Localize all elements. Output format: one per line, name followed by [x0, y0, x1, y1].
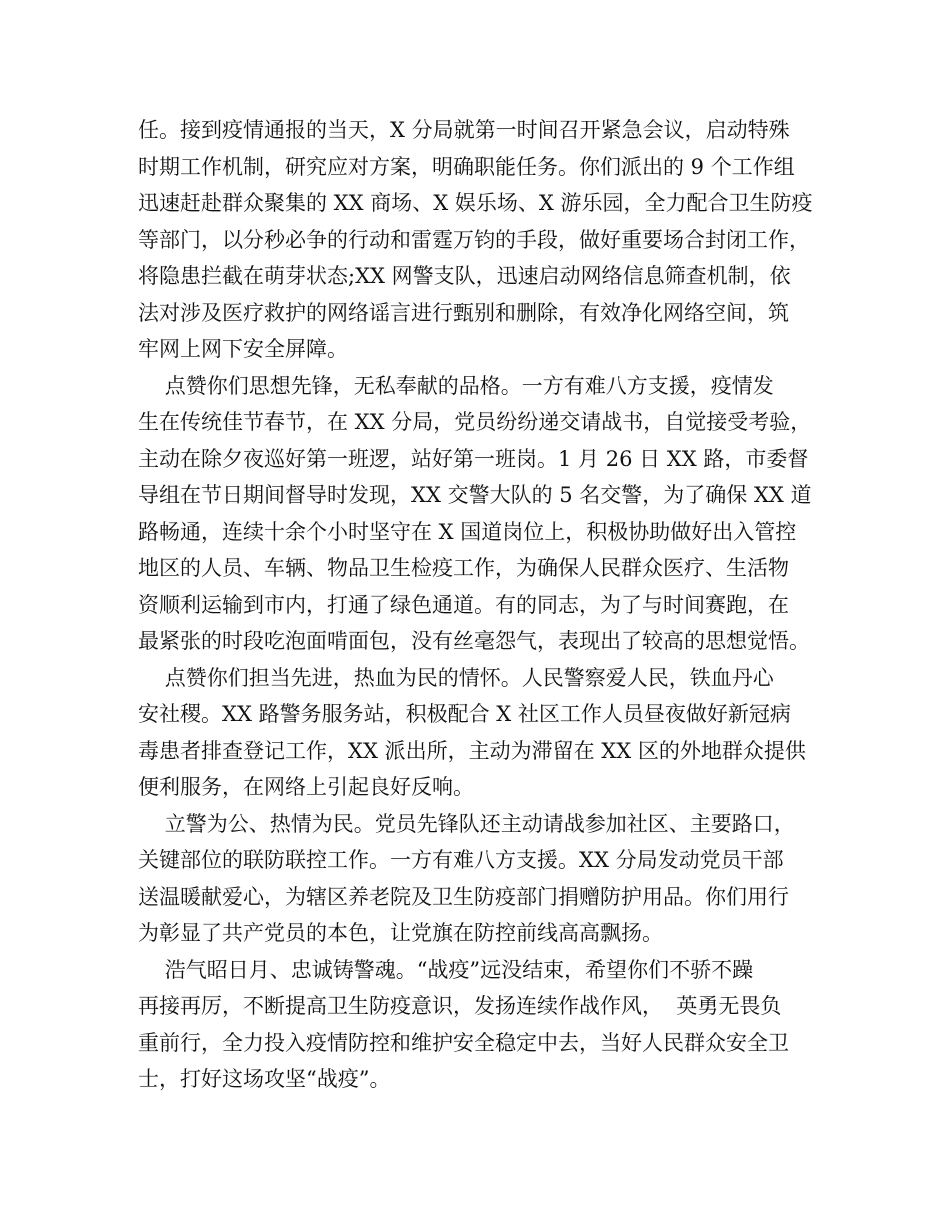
text-line: 安社稷。XX 路警务服务站，积极配合 X 社区工作人员昼夜做好新冠病 — [138, 702, 791, 726]
text-line: 为彰显了共产党员的本色，让党旗在防控前线高高飘扬。 — [138, 921, 663, 945]
text-line: 重前行，全力投入疫情防控和维护安全稳定中去，当好人民群众安全卫 — [138, 1030, 789, 1055]
text-line: 任。接到疫情通报的当天，X 分局就第一时间召开紧急会议，启动特殊 — [138, 118, 790, 142]
text-line: 最紧张的时段吃泡面啃面包，没有丝毫怨气，表现出了较高的思想觉悟。 — [138, 629, 810, 653]
text-line: 再接再厉，不断提高卫生防疫意识，发扬连续作战作风， 英勇无畏负 — [138, 994, 782, 1018]
text-line: 浩气昭日月、忠诚铸警魂。“战疫”远没结束，希望你们不骄不躁 — [138, 957, 754, 982]
text-line: 生在传统佳节春节，在 XX 分局，党员纷纷递交请战书，自觉接受考验， — [138, 410, 812, 434]
paragraph-4 — [138, 806, 818, 952]
text-line: 迅速赶赴群众聚集的 XX 商场、X 娱乐场、X 游乐园，全力配合卫生防疫 — [138, 191, 813, 215]
text-line: 便利服务，在网络上引起良好反响。 — [138, 775, 474, 799]
text-line: 关键部位的联防联控工作。一方有难八方支援。XX 分局发动党员干部 — [138, 848, 784, 872]
paragraph-2 — [138, 368, 818, 660]
text-line: 点赞你们思想先锋，无私奉献的品格。一方有难八方支援，疫情发 — [138, 373, 774, 398]
text-line: 等部门，以分秒必争的行动和雷霆万钧的手段，做好重要场合封闭工作， — [138, 227, 810, 252]
text-line: 士，打好这场攻坚“战疫”。 — [138, 1067, 391, 1091]
text-line: 时期工作机制，研究应对方案，明确职能任务。你们派出的 9 个工作组 — [138, 154, 795, 179]
paragraph-3 — [138, 660, 818, 806]
text-line: 地区的人员、车辆、物品卫生检疫工作，为确保人民群众医疗、生活物 — [138, 556, 789, 580]
text-line: 毒患者排查登记工作，XX 派出所，主动为滞留在 XX 区的外地群众提供 — [138, 738, 806, 763]
paragraph-1 — [138, 112, 818, 368]
text-line: 主动在除夕夜巡好第一班逻，站好第一班岗。1 月 26 日 XX 路，市委督 — [138, 446, 809, 471]
text-line: 牢网上网下安全屏障。 — [138, 337, 348, 361]
text-line: 法对涉及医疗救护的网络谣言进行甄别和删除，有效净化网络空间，筑 — [138, 300, 789, 325]
text-line: 立警为公、热情为民。党员先锋队还主动请战参加社区、主要路口， — [138, 811, 795, 836]
text-line: 路畅通，连续十余个小时坚守在 X 国道岗位上，积极协助做好出入管控 — [138, 519, 797, 544]
text-line: 点赞你们担当先进，热血为民的情怀。人民警察爱人民，铁血丹心 — [138, 665, 774, 690]
text-line: 将隐患拦截在萌芽状态;XX 网警支队，迅速启动网络信息筛查机制，依 — [138, 264, 791, 288]
text-line: 送温暖献爱心，为辖区养老院及卫生防疫部门捐赠防护用品。你们用行 — [138, 884, 789, 909]
text-line: 导组在节日期间督导时发现，XX 交警大队的 5 名交警，为了确保 XX 道 — [138, 483, 812, 507]
text-line: 资顺利运输到市内，打通了绿色通道。有的同志，为了与时间赛跑，在 — [138, 592, 789, 617]
document-page — [138, 112, 818, 1098]
paragraph-5 — [138, 952, 818, 1098]
